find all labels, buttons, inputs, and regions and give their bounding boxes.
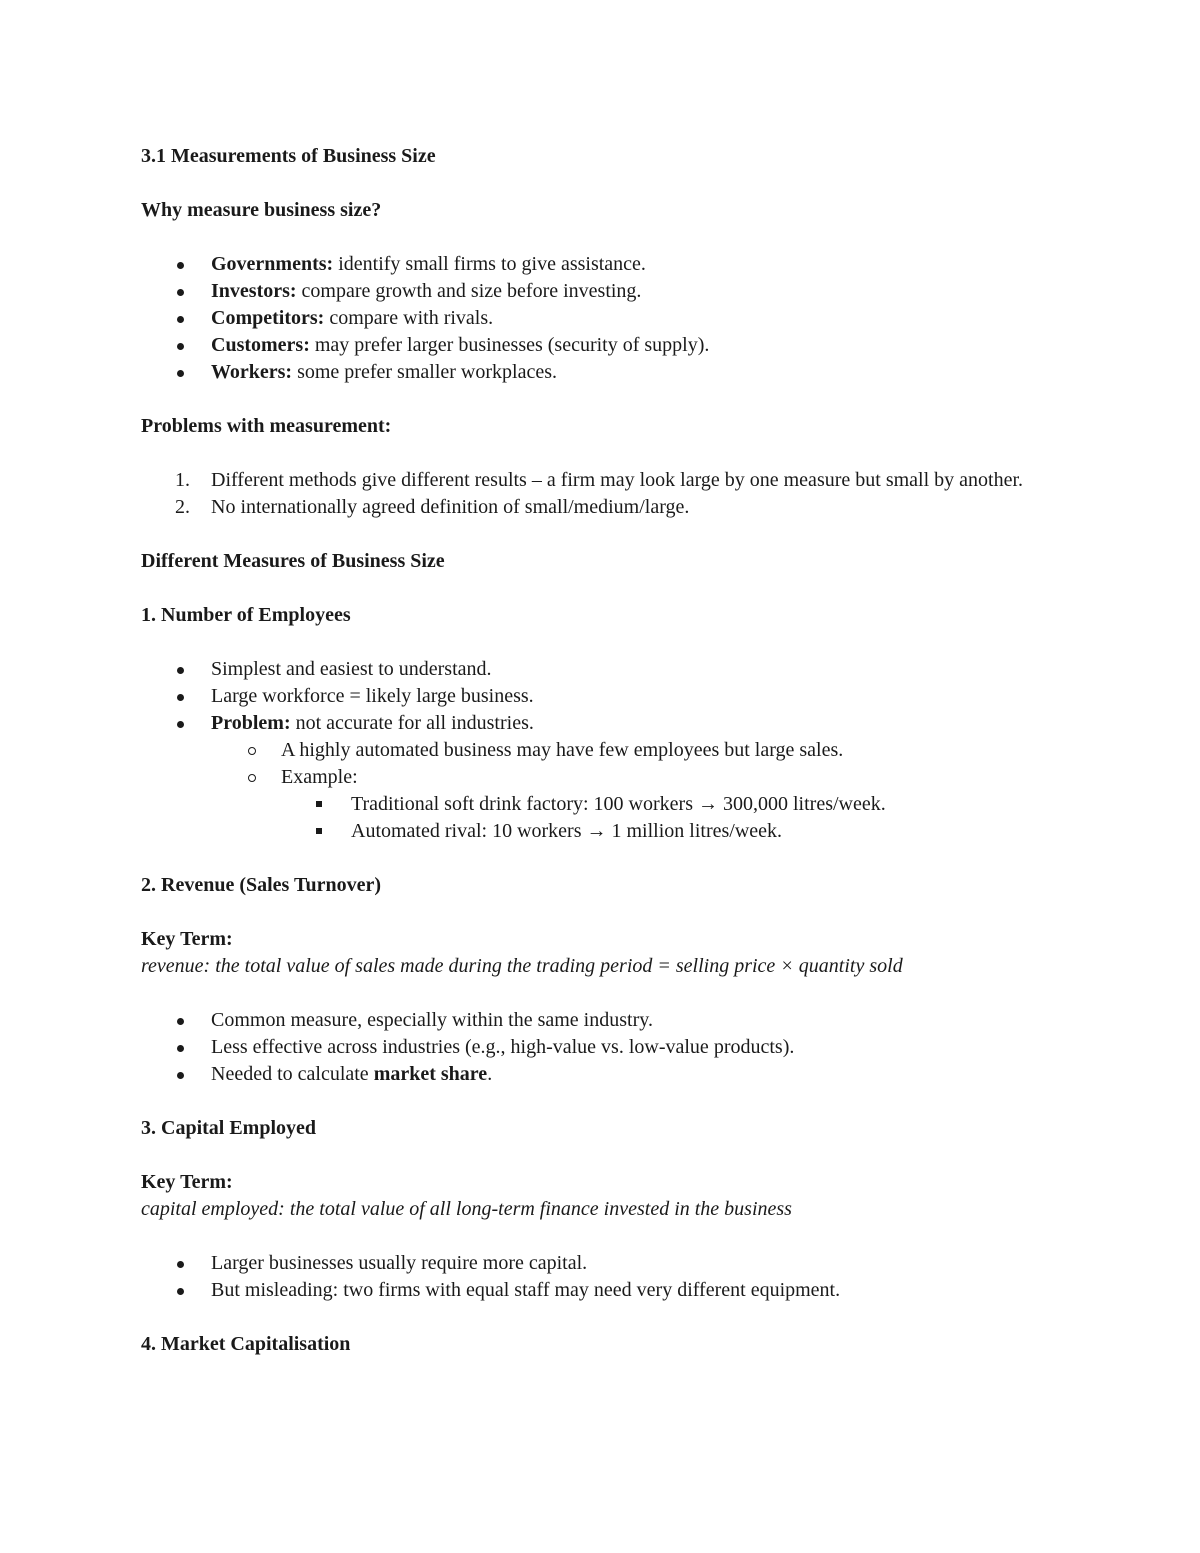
list-item: Common measure, especially within the same industry. — [141, 1007, 1071, 1034]
bullet-icon — [177, 1261, 184, 1268]
capital-heading: 3. Capital Employed — [141, 1117, 317, 1139]
bullet-icon — [177, 721, 184, 728]
employees-heading: 1. Number of Employees — [141, 604, 351, 626]
bullet-icon — [177, 289, 184, 296]
employees-list — [141, 656, 1071, 845]
why-list — [141, 251, 1071, 386]
bullet-icon — [177, 694, 184, 701]
square-bullet-icon — [316, 801, 322, 807]
problems-list — [141, 467, 1071, 521]
measures-heading: Different Measures of Business Size — [141, 550, 445, 572]
list-item: 1. Different methods give different results – a firm may look large by one measure but small by another. — [175, 469, 1024, 491]
list-item: Large workforce = likely large business. — [141, 683, 1071, 710]
list-item: Workers: some prefer smaller workplaces. — [141, 359, 1071, 386]
list-item: A highly automated business may have few employees but large sales. — [211, 737, 1071, 764]
problems-heading: Problems with measurement: — [141, 415, 392, 437]
list-item: Governments: identify small firms to give assistance. — [141, 251, 1071, 278]
list-item: Larger businesses usually require more capital. — [141, 1250, 1071, 1277]
list-item: Investors: compare growth and size before investing. — [141, 278, 1071, 305]
list-item: Less effective across industries (e.g., high-value vs. low-value products). — [141, 1034, 1071, 1061]
bullet-icon — [177, 1045, 184, 1052]
circle-bullet-icon — [248, 774, 256, 782]
list-item: Simplest and easiest to understand. — [141, 656, 1071, 683]
why-heading: Why measure business size? — [141, 199, 382, 221]
bullet-icon — [177, 1072, 184, 1079]
list-item: But misleading: two firms with equal staff may need very different equipment. — [141, 1277, 1071, 1304]
document-page — [141, 143, 1071, 1358]
bullet-icon — [177, 1018, 184, 1025]
capital-list — [141, 1250, 1071, 1304]
square-bullet-icon — [316, 828, 322, 834]
page-title: 3.1 Measurements of Business Size — [141, 145, 436, 167]
bullet-icon — [177, 370, 184, 377]
list-item: Needed to calculate market share. — [141, 1061, 1071, 1088]
bullet-icon — [177, 667, 184, 674]
key-term-label: Key Term: — [141, 1171, 233, 1193]
list-item: Automated rival: 10 workers → 1 million litres/week. — [281, 818, 1071, 845]
bullet-icon — [177, 343, 184, 350]
market-cap-heading: 4. Market Capitalisation — [141, 1333, 351, 1355]
employees-sublist — [211, 737, 1071, 845]
list-item: Customers: may prefer larger businesses (security of supply). — [141, 332, 1071, 359]
list-item: Competitors: compare with rivals. — [141, 305, 1071, 332]
key-term-definition: revenue: the total value of sales made during the trading period = selling price × quantity sold — [141, 955, 903, 977]
bullet-icon — [177, 262, 184, 269]
key-term-definition: capital employed: the total value of all long-term finance invested in the business — [141, 1198, 792, 1220]
revenue-heading: 2. Revenue (Sales Turnover) — [141, 874, 381, 896]
bullet-icon — [177, 1288, 184, 1295]
list-item: Example: Traditional soft drink factory: 100 workers → 300,000 litres/week. Automated rival: 10 workers → 1 million litres/week. — [211, 764, 1071, 845]
list-item: Problem: not accurate for all industries. A highly automated business may have few employees but large sales. Example: Traditional soft drink factory: 100 workers → 300,000 litres/week. Automated rival: 10 workers → 1 million litres/week. — [141, 710, 1071, 845]
circle-bullet-icon — [248, 747, 256, 755]
bullet-icon — [177, 316, 184, 323]
list-item: 2. No internationally agreed definition of small/medium/large. — [175, 496, 690, 518]
key-term-label: Key Term: — [141, 928, 233, 950]
revenue-list — [141, 1007, 1071, 1088]
list-item: Traditional soft drink factory: 100 workers → 300,000 litres/week. — [281, 791, 1071, 818]
example-sublist — [281, 791, 1071, 845]
